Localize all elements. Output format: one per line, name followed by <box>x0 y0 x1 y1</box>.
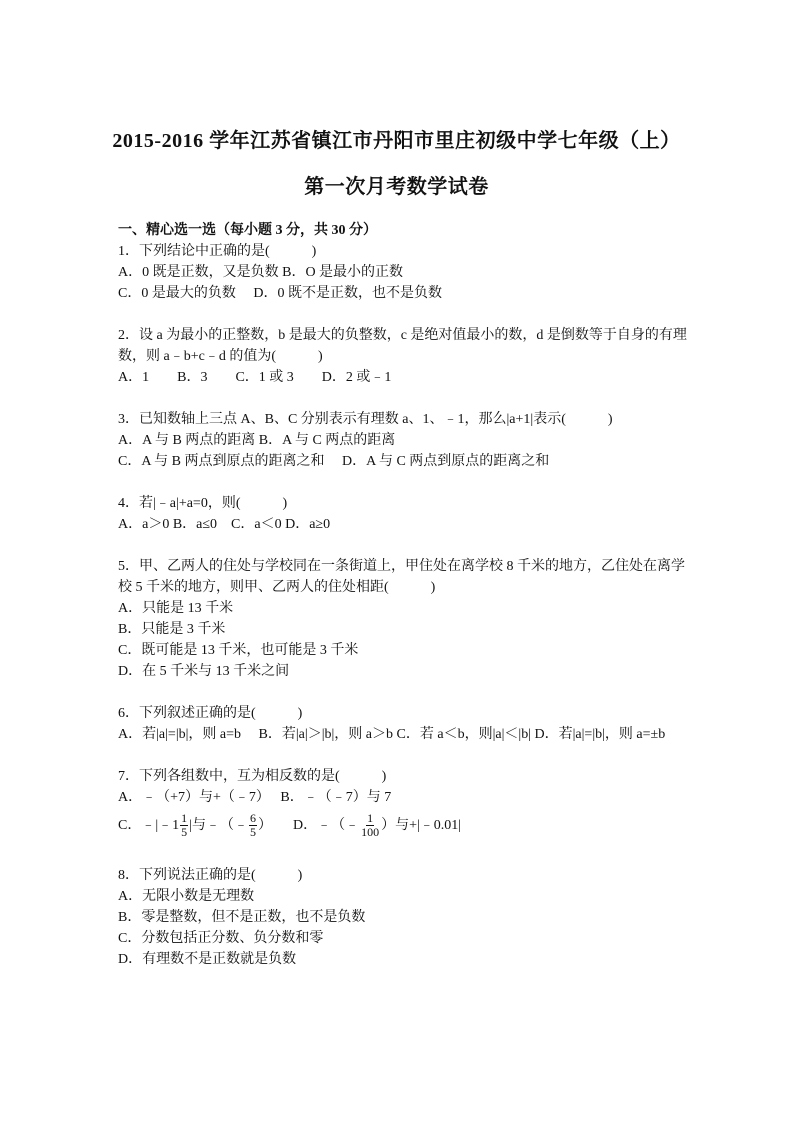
question-option: A．﹣（+7）与+（﹣7） B．﹣（﹣7）与 7 <box>118 790 392 805</box>
question-option: A．1 B．3 C．1 或 3 D．2 或﹣1 <box>118 370 392 385</box>
fraction-denominator: 5 <box>181 825 188 840</box>
option-d-suffix: ）与+|﹣0.01| <box>381 818 462 833</box>
option-d-prefix: D．﹣（﹣ <box>292 818 360 833</box>
exam-title-line2: 第一次月考数学试卷 <box>304 176 489 198</box>
question-2 <box>118 325 688 388</box>
fraction-one-fifth <box>180 812 188 839</box>
question-option: A．0 既是正数，又是负数 B．O 是最小的正数 <box>118 265 404 280</box>
question-option: A．a＞0 B．a≤0 C．a＜0 D．a≥0 <box>118 517 331 532</box>
exam-title-line1: 2015-2016 学年江苏省镇江市丹阳市里庄初级中学七年级（上） <box>112 130 681 152</box>
fraction-numerator: 1 <box>181 811 188 826</box>
question-3 <box>118 409 688 472</box>
question-option: A．A 与 B 两点的距离 B．A 与 C 两点的距离 <box>118 433 396 448</box>
question-8 <box>118 865 688 970</box>
question-4 <box>118 493 688 535</box>
question-option: C．0 是最大的负数 D．0 既不是正数，也不是负数 <box>118 286 442 301</box>
question-5 <box>118 556 688 682</box>
question-option: C．既可能是 13 千米，也可能是 3 千米 <box>118 643 359 658</box>
fraction-numerator: 1 <box>367 811 374 826</box>
question-option: A．只能是 13 千米 <box>118 601 234 616</box>
fraction-six-fifths <box>249 812 257 839</box>
option-c-suffix: ） <box>257 818 265 833</box>
question-option: A．无限小数是无理数 <box>118 889 255 904</box>
question-stem: 1．下列结论中正确的是( ) <box>118 244 317 259</box>
question-7 <box>118 766 688 844</box>
question-stem: 8．下列说法正确的是( ) <box>118 868 303 883</box>
question-option: B．零是整数，但不是正数，也不是负数 <box>118 910 366 925</box>
fraction-denominator: 5 <box>249 825 256 840</box>
question-option: C．A 与 B 两点到原点的距离之和 D．A 与 C 两点到原点的距离之和 <box>118 454 550 469</box>
option-c-prefix: C．﹣|﹣1 <box>118 818 180 833</box>
question-option: C．分数包括正分数、负分数和零 <box>118 931 324 946</box>
question-stem: 6．下列叙述正确的是( ) <box>118 706 303 721</box>
question-option: D．在 5 千米与 13 千米之间 <box>118 664 290 679</box>
fraction-denominator: 100 <box>361 825 380 840</box>
question-stem: 2．设 a 为最小的正整数，b 是最大的负整数，c 是绝对值最小的数，d 是倒数等于自身的有理数，则 a﹣b+c﹣d 的值为( ) <box>118 328 687 364</box>
question-option-cd <box>118 808 688 844</box>
question-stem: 4．若|﹣a|+a=0，则( ) <box>118 496 288 511</box>
fraction-numerator: 6 <box>249 811 256 826</box>
exam-content <box>118 220 688 970</box>
question-stem: 3．已知数轴上三点 A、B、C 分别表示有理数 a、1、﹣1，那么|a+1|表示( ) <box>118 412 613 427</box>
question-stem: 5．甲、乙两人的住处与学校同在一条街道上，甲住处在离学校 8 千米的地方，乙住处在离学校 5 千米的地方，则甲、乙两人的住处相距( ) <box>118 559 685 595</box>
question-option: B．只能是 3 千米 <box>118 622 226 637</box>
question-stem: 7．下列各组数中，互为相反数的是( ) <box>118 769 387 784</box>
section-heading: 一、精心选一选（每小题 3 分，共 30 分） <box>118 223 377 238</box>
question-6 <box>118 703 688 745</box>
question-option: A．若|a|=|b|，则 a=b B．若|a|＞|b|，则 a＞b C．若 a＜b，则|a|＜|b| D．若|a|=|b|，则 a=±b <box>118 727 666 742</box>
fraction-one-hundredth <box>360 812 380 839</box>
question-option: D．有理数不是正数就是负数 <box>118 952 297 967</box>
option-c-middle: |与﹣（﹣ <box>189 818 248 833</box>
question-1 <box>118 241 688 304</box>
